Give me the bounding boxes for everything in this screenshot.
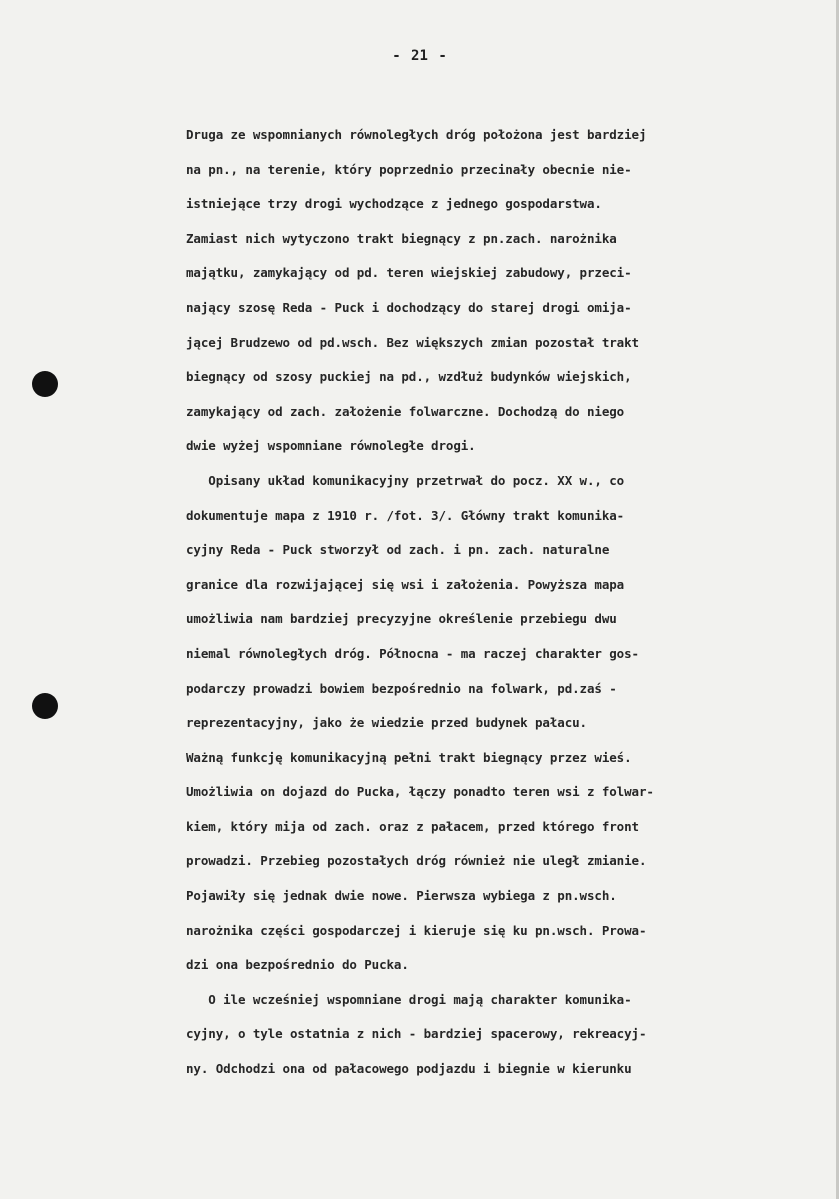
- text-line: na pn., na terenie, który poprzednio przecinały obecnie nie-: [186, 161, 632, 177]
- text-line: dwie wyżej wspomniane równoległe drogi.: [186, 438, 476, 454]
- text-line: kiem, który mija od zach. oraz z pałacem, przed którego front: [186, 818, 639, 834]
- text-line: cyjny Reda - Puck stworzył od zach. i pn. zach. naturalne: [186, 542, 610, 558]
- text-line: umożliwia nam bardziej precyzyjne określenie przebiegu dwu: [186, 611, 617, 627]
- text-line: podarczy prowadzi bowiem bezpośrednio na folwark, pd.zaś -: [186, 680, 617, 696]
- text-line: Pojawiły się jednak dwie nowe. Pierwsza wybiega z pn.wsch.: [186, 888, 617, 904]
- body-text: [186, 118, 826, 1087]
- text-line: Opisany układ komunikacyjny przetrwał do pocz. XX w., co: [186, 472, 625, 488]
- text-line: jącej Brudzewo od pd.wsch. Bez większych zmian pozostał trakt: [186, 334, 639, 350]
- text-line: cyjny, o tyle ostatnia z nich - bardziej spacerowy, rekreacyj-: [186, 1026, 647, 1042]
- text-line: nający szosę Reda - Puck i dochodzący do starej drogi omija-: [186, 299, 632, 315]
- text-line: reprezentacyjny, jako że wiedzie przed budynek pałacu.: [186, 715, 587, 731]
- text-line: Umożliwia on dojazd do Pucka, łączy ponadto teren wsi z folwar-: [186, 784, 654, 800]
- text-line: ny. Odchodzi ona od pałacowego podjazdu i biegnie w kierunku: [186, 1061, 632, 1077]
- punch-hole-lower: [32, 693, 58, 719]
- text-line: majątku, zamykający od pd. teren wiejskiej zabudowy, przeci-: [186, 265, 632, 281]
- text-line: narożnika części gospodarczej i kieruje się ku pn.wsch. Prowa-: [186, 922, 647, 938]
- text-line: biegnący od szosy puckiej na pd., wzdłuż budynków wiejskich,: [186, 369, 632, 385]
- text-line: prowadzi. Przebieg pozostałych dróg również nie uległ zmianie.: [186, 853, 647, 869]
- text-line: Druga ze wspomnianych równoległych dróg położona jest bardziej: [186, 127, 647, 142]
- text-line: dzi ona bezpośrednio do Pucka.: [186, 957, 409, 973]
- text-line: istniejące trzy drogi wychodzące z jednego gospodarstwa.: [186, 196, 602, 212]
- text-line: Ważną funkcję komunikacyjną pełni trakt biegnący przez wieś.: [186, 749, 632, 765]
- text-line: dokumentuje mapa z 1910 r. /fot. 3/. Główny trakt komunika-: [186, 507, 625, 523]
- text-line: niemal równoległych dróg. Północna - ma raczej charakter gos-: [186, 645, 639, 661]
- page-number: - 21 -: [392, 48, 447, 64]
- punch-hole-upper: [32, 371, 58, 397]
- text-line: granice dla rozwijającej się wsi i założenia. Powyższa mapa: [186, 576, 625, 592]
- text-line: zamykający od zach. założenie folwarczne. Dochodzą do niego: [186, 403, 625, 419]
- text-line: Zamiast nich wytyczono trakt biegnący z pn.zach. narożnika: [186, 230, 617, 246]
- text-line: O ile wcześniej wspomniane drogi mają charakter komunika-: [186, 991, 632, 1007]
